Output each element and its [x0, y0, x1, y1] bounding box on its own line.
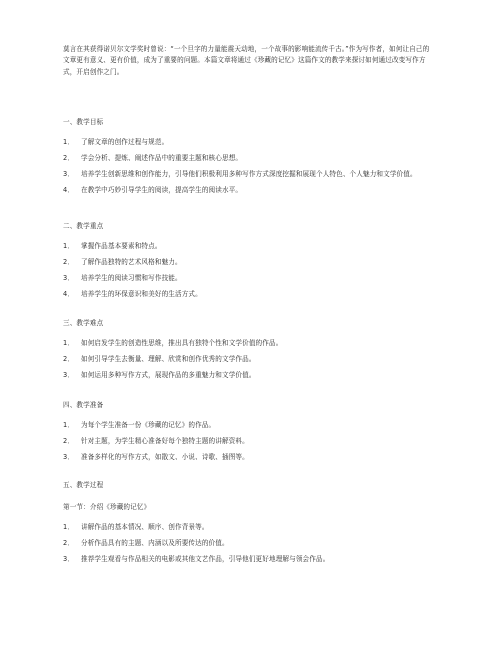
objectives-list: [63, 137, 435, 201]
section-heading-preparation: 四、教学准备: [63, 401, 104, 409]
list-item: 2． 如何引导学生去衡量、理解、欣赏和创作优秀的文学作品。: [63, 354, 256, 363]
list-item: 1． 为每个学生准备一份《珍藏的记忆》的作品。: [63, 421, 216, 429]
intro-paragraph: 莫言在其获得诺贝尔文学奖时曾说：“一个旦字的力量能震天动地，一个故事的影响能流传千古。”作为写作者，如何让自己的文章更有意义、更有价值，成为了重要的问题。本篇文章将通过《珍藏的记忆》这篇作文的教学来探讨如何通过改变写作方式，开启创作之门。: [63, 45, 430, 76]
preparation-list: [63, 420, 435, 468]
list-item: 3． 培养学生创新思维和创作能力，引导他们积极利用多种写作方式深度挖掘和展现个人特色、个人魅力和文学价值。: [63, 169, 417, 178]
list-item: 2． 了解作品独特的艺术风格和魅力。: [63, 257, 182, 266]
list-item: 3． 如何运用多种写作方式，展现作品的多重魅力和文学价值。: [63, 370, 256, 379]
list-item: 1． 了解文章的创作过程与规范。: [63, 138, 169, 146]
list-item: 1． 讲解作品的基本情况、顺序、创作背景等。: [63, 523, 209, 531]
subsection-heading: 第一节：介绍《珍藏的记忆》: [63, 503, 151, 511]
section-heading-difficulties: 三、教学难点: [63, 319, 104, 327]
list-item: 4． 在教学中巧妙引导学生的阅读，提高学生的阅读水平。: [63, 185, 243, 194]
list-item: 2． 针对主题，为学生精心准备好每个独特主题的讲解资料。: [63, 436, 249, 445]
section-heading-process: 五、教学过程: [63, 481, 104, 489]
difficulties-list: [63, 338, 435, 386]
list-item: 1． 如何启发学生的创造性思维，推出具有独特个性和文学价值的作品。: [63, 339, 283, 347]
list-item: 4． 培养学生的环保意识和美好的生活方式。: [63, 289, 202, 298]
section-heading-key-points: 二、教学重点: [63, 222, 104, 230]
key-points-list: [63, 241, 435, 305]
list-item: 3． 准备多样化的写作方式，如散文、小说、诗歌、插图等。: [63, 452, 249, 461]
list-item: 2． 分析作品具有的主题、内涵以及所要传达的价值。: [63, 538, 229, 547]
list-item: 3． 培养学生的阅读习惯和写作技能。: [63, 273, 182, 282]
list-item: 1． 掌握作品基本要素和特点。: [63, 242, 162, 250]
list-item: 2． 学会分析、提炼、阐述作品中的重要主题和核心思想。: [63, 153, 243, 162]
subsection-list: [63, 522, 435, 570]
list-item: 3． 推荐学生观看与作品相关的电影或其他文艺作品，引导他们更好地理解与领会作品。: [63, 554, 330, 563]
section-heading-objectives: 一、教学目标: [63, 118, 104, 126]
